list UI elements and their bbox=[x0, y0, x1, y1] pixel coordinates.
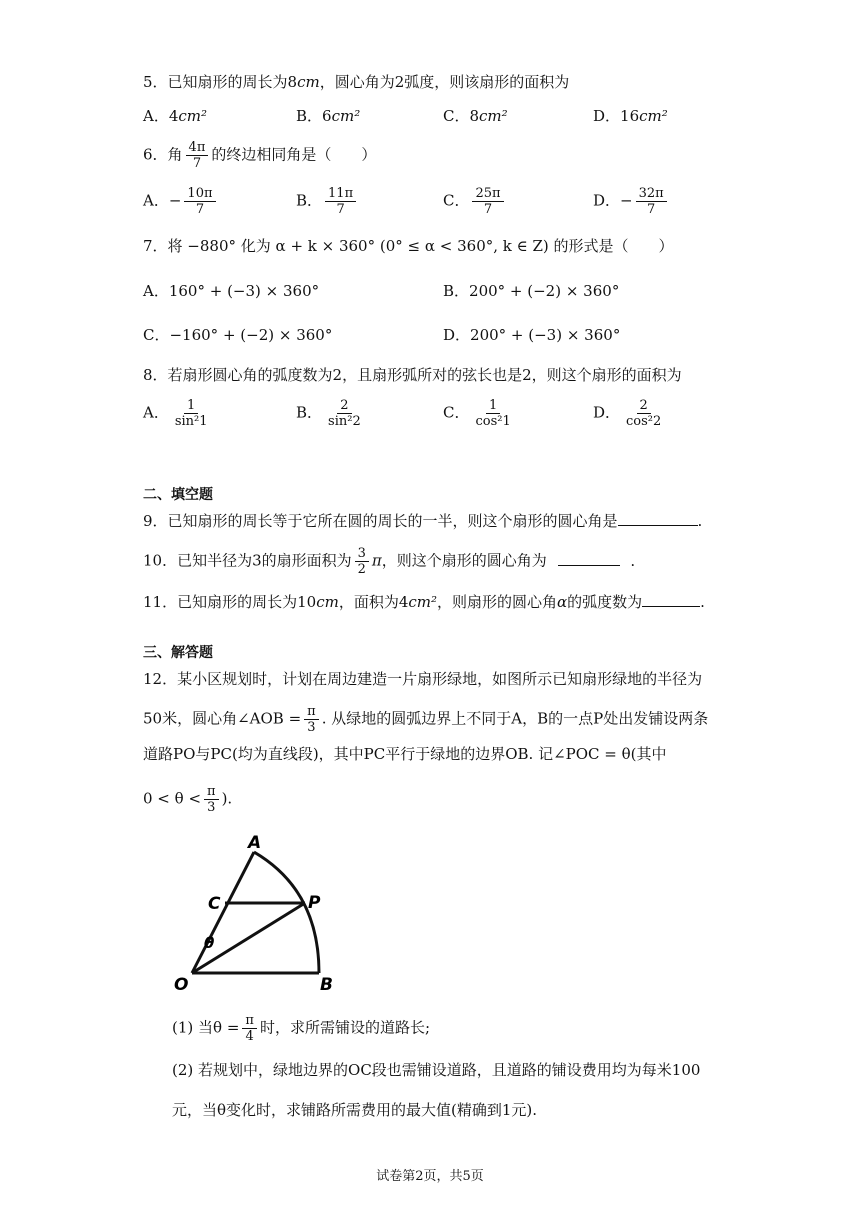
label-theta: θ bbox=[204, 934, 215, 952]
label-c: C bbox=[208, 894, 221, 914]
answer-blank bbox=[642, 592, 700, 607]
question-12-line-4: 0 < θ < $\frac{\pi}{3}$ ). bbox=[143, 784, 233, 815]
label-a: A bbox=[248, 833, 262, 853]
q8-option-a: A． $\frac{1}{\text{sin²1}}$ bbox=[143, 398, 208, 429]
q8-option-c: C． $\frac{1}{\text{cos²1}}$ bbox=[443, 398, 511, 429]
question-5-stem: 5．已知扇形的周长为8cm，圆心角为2弧度，则该扇形的面积为 bbox=[143, 73, 570, 91]
q5-option-d: D．16cm² bbox=[593, 107, 668, 125]
answer-blank bbox=[558, 551, 620, 566]
question-11: 11．已知扇形的周长为10cm，面积为4cm²，则扇形的圆心角α的弧度数为 . bbox=[143, 593, 705, 611]
q6-option-d: D．− $\frac{32\pi}{7}$ bbox=[593, 186, 670, 217]
question-12-sub-2-line-1: (2) 若规划中，绿地边界的OC段也需铺设道路，且道路的铺设费用均为每米100 bbox=[172, 1061, 701, 1079]
question-12-sub-1: (1) 当θ = $\frac{\pi}{4}$ 时，求所需铺设的道路长; bbox=[172, 1013, 430, 1044]
sector-figure bbox=[170, 830, 340, 995]
answer-blank bbox=[618, 511, 698, 526]
question-8-stem: 8．若扇形圆心角的弧度数为2，且扇形弧所对的弦长也是2，则这个扇形的面积为 bbox=[143, 366, 682, 384]
question-9: 9．已知扇形的周长等于它所在圆的周长的一半，则这个扇形的圆心角是 . bbox=[143, 512, 703, 530]
question-7-stem: 7．将 −880° 化为 α + k × 360° (0° ≤ α < 360°, k ∈ Z) 的形式是（ ） bbox=[143, 237, 674, 255]
q6-option-a: A．− $\frac{10\pi}{7}$ bbox=[143, 186, 219, 217]
question-12-line-1: 12．某小区规划时，计划在周边建造一片扇形绿地，如图所示已知扇形绿地的半径为 bbox=[143, 670, 703, 688]
q5-option-b: B．6cm² bbox=[296, 107, 361, 125]
label-b: B bbox=[320, 975, 333, 995]
question-12-sub-2-line-2: 元，当θ变化时，求铺路所需费用的最大值(精确到1元). bbox=[172, 1101, 538, 1119]
label-o: O bbox=[174, 975, 189, 995]
question-10: 10．已知半径为3的扇形面积为 $\frac{3}{2}$ π，则这个扇形的圆心角为 . bbox=[143, 546, 636, 577]
q6-option-b: B． $\frac{11\pi}{7}$ bbox=[296, 186, 359, 217]
q6-option-c: C． $\frac{25\pi}{7}$ bbox=[443, 186, 507, 217]
q8-option-b: B． $\frac{2}{\text{sin²2}}$ bbox=[296, 398, 361, 429]
q5-option-a: A．4cm² bbox=[143, 107, 208, 125]
label-p: P bbox=[308, 893, 321, 913]
q8-option-d: D． $\frac{2}{\text{cos²2}}$ bbox=[593, 398, 662, 429]
q7-option-b: B．200° + (−2) × 360° bbox=[443, 282, 620, 300]
section-heading-fill-in: 二、填空题 bbox=[143, 487, 213, 503]
section-heading-solution: 三、解答题 bbox=[143, 645, 213, 661]
q5-option-c: C．8cm² bbox=[443, 107, 508, 125]
page-footer: 试卷第2页，共5页 bbox=[376, 1169, 484, 1184]
q7-option-c: C．−160° + (−2) × 360° bbox=[143, 326, 333, 344]
question-12-line-2: 50米，圆心角∠AOB = $\frac{\pi}{3}$ . 从绿地的圆弧边界上不同于A，B的一点P处出发铺设两条 bbox=[143, 704, 709, 735]
question-12-line-3: 道路PO与PC(均为直线段)，其中PC平行于绿地的边界OB. 记∠POC = θ(其中 bbox=[143, 745, 667, 763]
question-6-stem: 6．角 $\frac{4\pi}{7}$ 的终边相同角是（ ） bbox=[143, 140, 377, 171]
q7-option-d: D．200° + (−3) × 360° bbox=[443, 326, 621, 344]
q7-option-a: A．160° + (−3) × 360° bbox=[143, 282, 320, 300]
